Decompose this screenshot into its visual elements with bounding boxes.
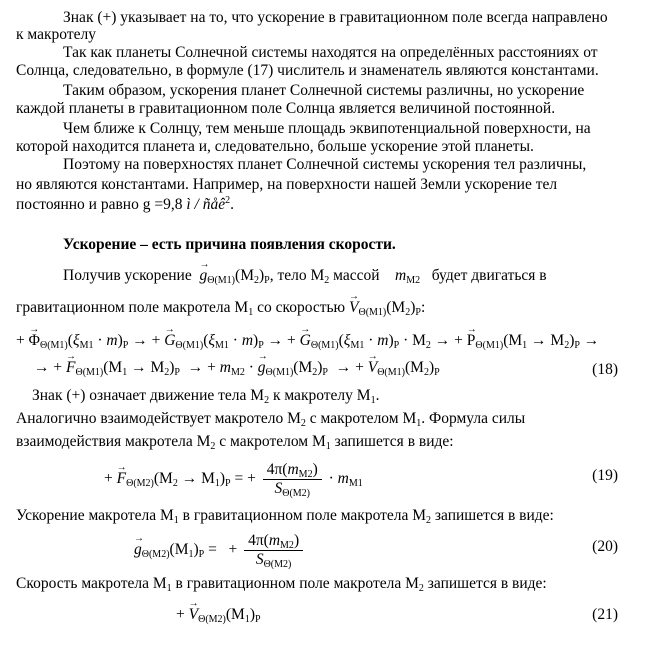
sym: m [395, 267, 407, 284]
text: . [375, 387, 380, 404]
text: Скорость макротела M [16, 575, 167, 592]
paragraph-line [16, 138, 644, 156]
text: Солнца, следовательно, в формуле (17) числитель и знаменатель являются константами. [16, 62, 599, 79]
sym: 4π [266, 461, 283, 478]
vector-g: → g [258, 358, 266, 378]
subscript: P [415, 307, 421, 318]
equation-20: → $g_{\Theta(M2)}(M_1)_P$ = + $\frac{4\pi(m_{M2})}{S_{\Theta(M2)}}$ [134, 533, 306, 568]
text: запишется в виде: [330, 433, 454, 450]
paragraph-line: Получив ускорение → $g_{\Theta(M1)}(M_2)_P$, тело $M_2$ массой $m_{M2}$ будет двигаться в [63, 267, 644, 285]
sym: V [349, 299, 359, 316]
text: но являются константами. Например, на поверхности нашей Земли ускорение тел [16, 176, 558, 193]
text: Ускорение макротела M [16, 507, 174, 524]
text: в гравитационном поле макротела M [178, 507, 427, 524]
subscript: 2 [253, 275, 259, 286]
heading-text: Ускорение – есть причина появления скорости. [63, 236, 396, 253]
text: Знак (+) указывает на то, что ускорение в гравитационном поле всегда направлено [63, 9, 608, 26]
text: Аналогично взаимодействует макротело M [16, 410, 301, 427]
fraction: $\frac{4\pi(m_{M2})}{S_{\Theta(M2)}}$ [244, 533, 303, 568]
subscript: Θ(M1) [207, 275, 236, 286]
vector-g [199, 267, 207, 285]
equation-number: (19) [592, 467, 618, 484]
sym: ) [258, 267, 265, 284]
paragraph-line: гравитационном поле макротела $M_1$ со скоростью → $V_{\Theta(M1)}(M_2)_P$: [16, 299, 644, 317]
paragraph-line [63, 120, 644, 138]
vector-G: → G [300, 331, 311, 351]
subscript: Θ(M1) [39, 340, 68, 351]
paragraph-line [16, 26, 644, 44]
text: запишется в виде: [431, 507, 554, 524]
subscript: 1 [248, 307, 254, 318]
vector-F: → F [66, 358, 75, 378]
text: с макротелом M [215, 433, 326, 450]
vector-V [349, 299, 358, 317]
text: в гравитационном поле макротела M [171, 575, 419, 592]
text: со скоростью [253, 299, 346, 316]
paragraph-line [63, 82, 644, 100]
equation-number: (20) [592, 538, 618, 555]
text: Получив ускорение [63, 267, 192, 284]
text: каждой планеты в гравитационном поле Солнца является величиной постоянной. [16, 100, 556, 117]
vector-V: → V [189, 605, 198, 625]
subscript: Θ(M1) [175, 340, 204, 351]
equation-number: (18) [592, 361, 618, 378]
subscript: 2 [405, 307, 411, 318]
vector-G [164, 331, 175, 351]
equation-21: + → $V_{\Theta(M2)}(M_1)_P$ [176, 605, 261, 625]
subscript: P [264, 275, 270, 286]
text: взаимодействия макротела M [16, 433, 211, 450]
sym: g [199, 267, 208, 284]
text: , тело M [269, 267, 325, 284]
paragraph-line: Знак (+) означает движение тела $M_2$ к макротелу $M_1$. [32, 387, 380, 406]
vector-V: → V [368, 358, 377, 378]
paragraph-line [63, 44, 644, 62]
text: Так как планеты Солнечной системы находятся на определённых расстояниях от [63, 44, 598, 61]
sym: Φ [28, 332, 40, 349]
vector-g: → g [134, 540, 142, 560]
equation-19: + → $F_{\Theta(M2)}(M_2 \to M_1)_P$ = + $\frac{4\pi(m_{M2})}{S_{\Theta(M2)}}$ · $m_{M1}$ [104, 462, 363, 497]
text: запишется в виде: [423, 575, 547, 592]
vector-F: → F [117, 469, 126, 489]
text: Поэтому на поверхностях планет Солнечной системы ускорения тел различны, [63, 156, 587, 173]
paragraph-line [16, 62, 644, 80]
text: массой [329, 267, 380, 284]
subscript: 2 [324, 275, 330, 286]
text: Чем ближе к Солнцу, тем меньше площадь эквипотенциальной поверхности, на [63, 120, 591, 137]
subscript: M1 [79, 340, 94, 351]
text: . Формула силы [421, 410, 526, 427]
text: с макротелом M [305, 410, 417, 427]
sym: G [164, 332, 176, 349]
fraction: $\frac{4\pi(m_{M2})}{S_{\Theta(M2)}}$ [263, 462, 322, 497]
vector-P: → P [467, 331, 476, 351]
text: постоянно и равно g =9,8 [16, 196, 183, 213]
text: к макротелу M [269, 387, 371, 404]
section-heading [63, 236, 644, 254]
text: Знак (+) означает движение тела M [32, 387, 265, 404]
paragraph-line: Ускорение макротела $M_1$ в гравитационном поле макротела $M_2$ запишется в виде: [16, 507, 554, 526]
paragraph-line: Аналогично взаимодействует макротело $M_2$ с макротелом $M_1$. Формула силы [16, 410, 526, 429]
paragraph-line [63, 9, 644, 27]
text: гравитационном поле макротела M [16, 299, 249, 316]
text: к макротелу [16, 26, 96, 43]
subscript: M2 [406, 275, 421, 286]
paragraph-line [16, 100, 644, 118]
text: : [420, 299, 426, 316]
text: которой находится планета и, следовательно, больше ускорение этой планеты. [16, 138, 534, 155]
vector-Phi [29, 331, 40, 351]
text: . [230, 196, 234, 213]
units: ì / ñåê [186, 196, 226, 213]
equation-number: (21) [592, 606, 618, 623]
subscript: Θ(M1) [358, 307, 387, 318]
exponent: 2 [225, 195, 231, 206]
paragraph-line [16, 196, 644, 214]
equation-18-line-1: + → $\Phi_{\Theta(M1)}(\xi_{M1} \cdot m)_P$ → + → $G_{\Theta(M1)}(\xi_{M1} \cdot m)_P$ → + → $G_{\Theta(M1)}(\xi_{M1} \cdot m)_P \cdot M_2$ → + → $P_{\Theta(M1)}(M_1 \to M_2)_P$ → [16, 331, 599, 351]
text: Таким образом, ускорения планет Солнечной системы различны, но ускорение [63, 82, 585, 99]
paragraph-line: Скорость макротела $M_1$ в гравитационном поле макротела $M_2$ запишется в виде: [16, 575, 547, 594]
paragraph-line: взаимодействия макротела $M_2$ с макротелом $M_1$ запишется в виде: [16, 433, 454, 452]
text: будет двигаться в [431, 267, 547, 284]
paragraph-line [16, 176, 644, 194]
paragraph-line [63, 156, 644, 174]
sym: ( [235, 267, 241, 284]
equation-18-line-2: → + → $F_{\Theta(M1)}(M_1 \to M_2)_P$ → + $m_{M2}$ · → $g_{\Theta(M1)}(M_2)_P$ → + → $V_{\Theta(M1)}(M_2)_P$ [34, 358, 440, 378]
